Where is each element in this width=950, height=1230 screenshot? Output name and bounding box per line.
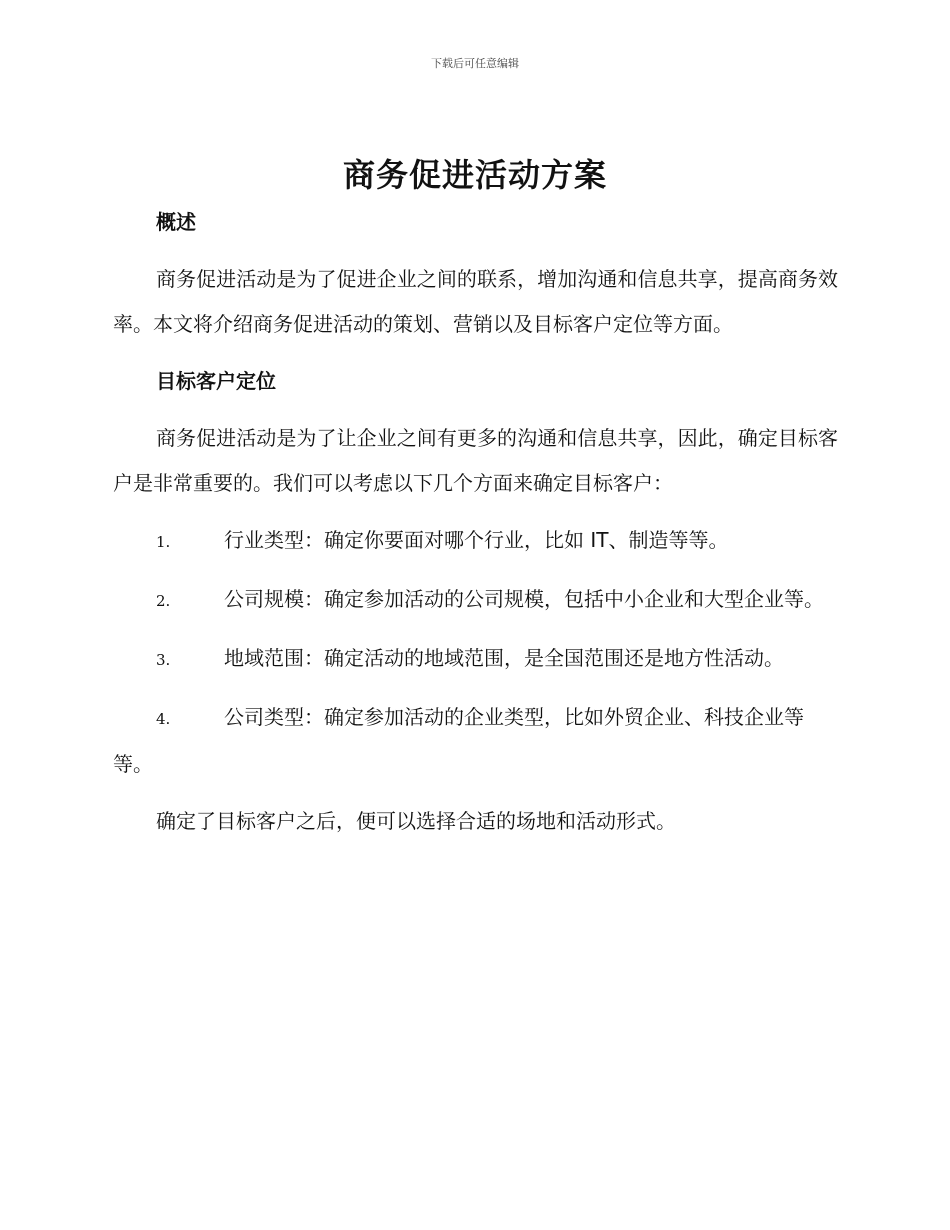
list-item-text: 公司类型：确定参加活动的企业类型，比如外贸企业、科技企业等等。 (113, 705, 804, 776)
document-body (113, 200, 838, 844)
list-item (113, 518, 838, 565)
list-number: 4. (156, 710, 171, 728)
list-item-text: 地域范围：确定活动的地域范围，是全国范围还是地方性活动。 (224, 646, 784, 670)
list-item (113, 636, 838, 683)
section-heading-overview: 概述 (156, 210, 196, 234)
list-item-text: 公司规模：确定参加活动的公司规模，包括中小企业和大型企业等。 (224, 587, 824, 611)
list-item (113, 577, 838, 624)
list-number: 1. (156, 533, 171, 551)
list-item (113, 695, 838, 787)
document-title: 商务促进活动方案 (342, 156, 607, 194)
target-intro-paragraph: 商务促进活动是为了让企业之间有更多的沟通和信息共享，因此，确定目标客户是非常重要的。我们可以考虑以下几个方面来确定目标客户： (113, 426, 838, 495)
header-note: 下载后可任意编辑 (431, 57, 519, 70)
list-item-text: 行业类型：确定你要面对哪个行业，比如 IT、制造等等。 (224, 528, 729, 552)
closing-paragraph: 确定了目标客户之后，便可以选择合适的场地和活动形式。 (156, 809, 676, 833)
overview-paragraph: 商务促进活动是为了促进企业之间的联系，增加沟通和信息共享，提高商务效率。本文将介绍商务促进活动的策划、营销以及目标客户定位等方面。 (113, 267, 838, 336)
list-number: 3. (156, 651, 171, 669)
list-number: 2. (156, 592, 171, 610)
section-heading-target-customers: 目标客户定位 (156, 369, 276, 393)
